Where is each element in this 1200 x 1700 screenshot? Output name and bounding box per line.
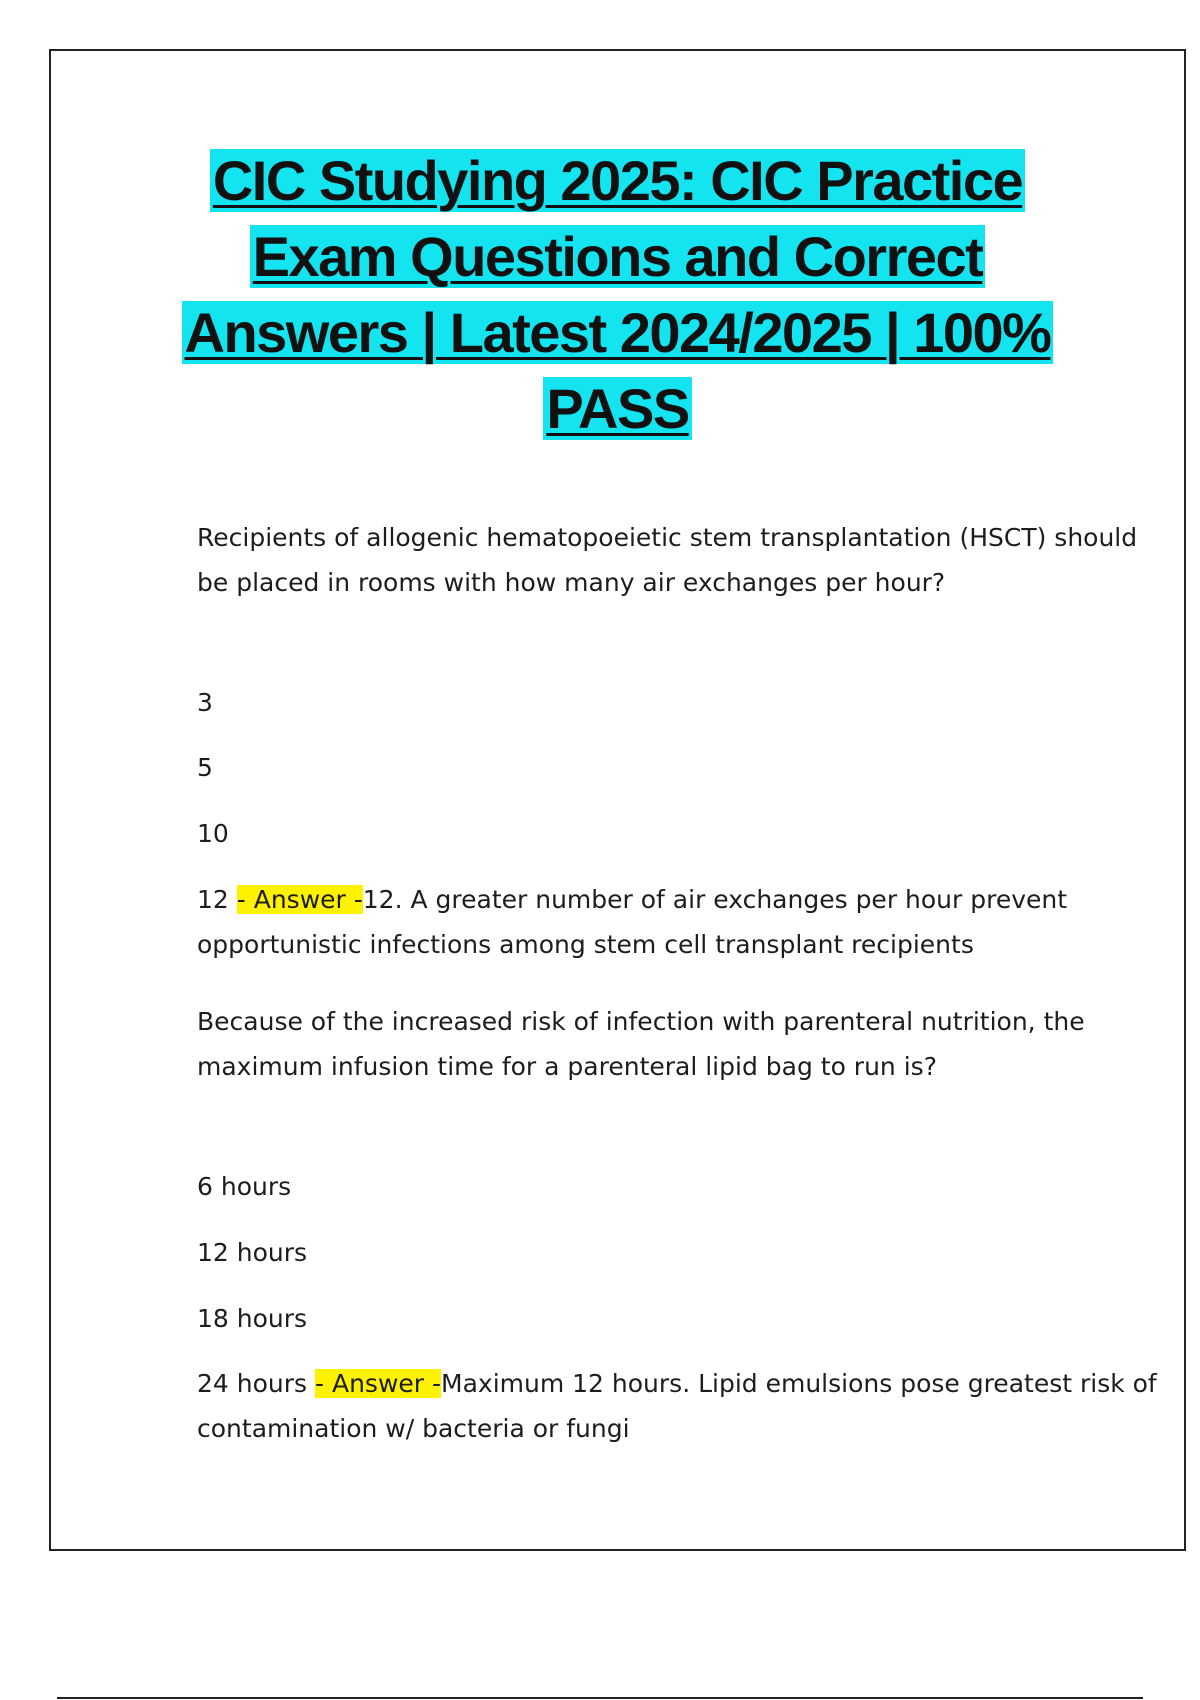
question-2-explanation: Maximum 12 hours. Lipid emulsions pose greatest risk of contamination w/ bacteria or fungi bbox=[197, 1369, 1157, 1443]
question-2-option: 6 hours bbox=[197, 1172, 292, 1201]
question-1-explanation: 12. A greater number of air exchanges per hour prevent opportunistic infections among stem cell transplant recipients bbox=[197, 885, 1068, 959]
question-1-option: 5 bbox=[197, 753, 213, 782]
question-2-option: 18 hours bbox=[197, 1304, 308, 1333]
title-line bbox=[51, 295, 1184, 371]
question-1-text: Recipients of allogenic hematopoeietic stem transplantation (HSCT) should be placed in rooms with how many air exchanges per hour? bbox=[197, 523, 1138, 597]
question-1-option: 3 bbox=[197, 688, 213, 717]
question-2-option: 12 hours bbox=[197, 1238, 308, 1267]
answer-marker: - Answer - bbox=[236, 885, 363, 914]
question-2-last-option: 24 hours bbox=[197, 1369, 308, 1398]
question-1-last-option: 12 bbox=[197, 885, 229, 914]
title-line bbox=[51, 371, 1184, 447]
title-line-text: Answers | Latest 2024/2025 | 100% bbox=[182, 301, 1054, 364]
question-2-text: Because of the increased risk of infection with parenteral nutrition, the maximum infusion time for a parenteral lipid bag to run is? bbox=[197, 1007, 1085, 1081]
page-frame bbox=[49, 49, 1186, 1551]
title-line bbox=[51, 219, 1184, 295]
question-2-answer bbox=[197, 1361, 1157, 1451]
question-1-answer bbox=[197, 877, 1157, 967]
title-line-text: CIC Studying 2025: CIC Practice bbox=[210, 149, 1025, 212]
title-line-text: Exam Questions and Correct bbox=[250, 225, 986, 288]
title-line-text: PASS bbox=[543, 377, 691, 440]
document-title bbox=[51, 143, 1184, 447]
bottom-divider bbox=[57, 1697, 1143, 1699]
question-1-option: 10 bbox=[197, 819, 229, 848]
title-line bbox=[51, 143, 1184, 219]
answer-marker: - Answer - bbox=[315, 1369, 442, 1398]
